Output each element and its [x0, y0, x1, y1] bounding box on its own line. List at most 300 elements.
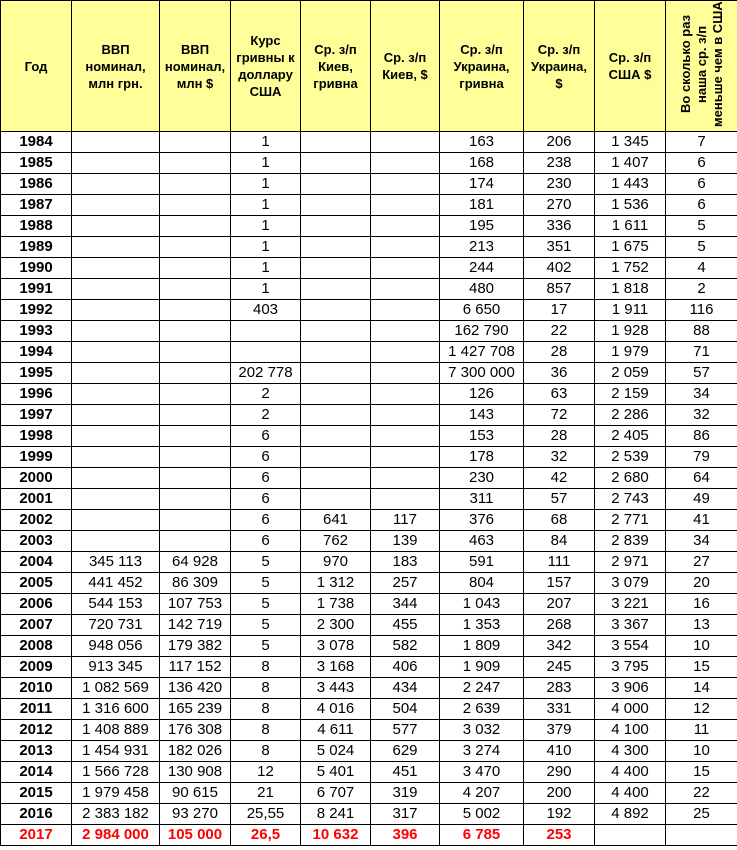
cell-ratio: 116 [666, 300, 737, 321]
cell-gdp-usd: 107 753 [160, 594, 231, 615]
cell-gdp-usd [160, 468, 231, 489]
cell-gdp-usd [160, 258, 231, 279]
table-row [1, 153, 737, 174]
table-row [1, 615, 737, 636]
cell-kyiv-salary-usd: 455 [371, 615, 440, 636]
cell-gdp-uah [72, 342, 160, 363]
cell-kyiv-salary-usd: 504 [371, 699, 440, 720]
cell-kyiv-salary-usd [371, 195, 440, 216]
cell-kyiv-salary-usd: 577 [371, 720, 440, 741]
cell-gdp-uah: 345 113 [72, 552, 160, 573]
cell-ratio: 16 [666, 594, 737, 615]
cell-ukraine-salary-usd: 270 [524, 195, 595, 216]
cell-kyiv-salary-uah: 10 632 [301, 825, 371, 846]
cell-ratio: 11 [666, 720, 737, 741]
cell-kyiv-salary-uah [301, 342, 371, 363]
cell-year: 1993 [1, 321, 72, 342]
cell-ukraine-salary-uah: 213 [440, 237, 524, 258]
cell-ratio: 86 [666, 426, 737, 447]
cell-ratio: 27 [666, 552, 737, 573]
cell-ukraine-salary-uah: 178 [440, 447, 524, 468]
table-row [1, 321, 737, 342]
cell-year: 1985 [1, 153, 72, 174]
cell-gdp-uah [72, 468, 160, 489]
cell-year: 2008 [1, 636, 72, 657]
cell-gdp-uah [72, 174, 160, 195]
cell-ukraine-salary-uah: 3 470 [440, 762, 524, 783]
cell-gdp-usd [160, 237, 231, 258]
table-row [1, 426, 737, 447]
cell-ukraine-salary-usd: 230 [524, 174, 595, 195]
cell-ratio: 20 [666, 573, 737, 594]
cell-ratio: 34 [666, 531, 737, 552]
cell-usa-salary: 1 443 [595, 174, 666, 195]
cell-exchange-rate: 25,55 [231, 804, 301, 825]
table-row [1, 531, 737, 552]
cell-kyiv-salary-usd [371, 426, 440, 447]
table-row [1, 657, 737, 678]
cell-ratio: 64 [666, 468, 737, 489]
cell-ukraine-salary-usd: 84 [524, 531, 595, 552]
cell-usa-salary: 2 405 [595, 426, 666, 447]
table-row [1, 489, 737, 510]
cell-gdp-uah [72, 279, 160, 300]
cell-ukraine-salary-usd: 28 [524, 426, 595, 447]
cell-gdp-uah: 913 345 [72, 657, 160, 678]
cell-kyiv-salary-uah [301, 447, 371, 468]
cell-kyiv-salary-usd: 451 [371, 762, 440, 783]
cell-kyiv-salary-uah [301, 216, 371, 237]
cell-year: 2002 [1, 510, 72, 531]
cell-exchange-rate: 21 [231, 783, 301, 804]
cell-kyiv-salary-uah: 3 443 [301, 678, 371, 699]
cell-gdp-usd: 130 908 [160, 762, 231, 783]
cell-gdp-uah: 1 408 889 [72, 720, 160, 741]
cell-ukraine-salary-uah: 311 [440, 489, 524, 510]
cell-usa-salary: 1 407 [595, 153, 666, 174]
cell-gdp-uah [72, 153, 160, 174]
cell-usa-salary: 1 818 [595, 279, 666, 300]
cell-gdp-usd [160, 195, 231, 216]
table-row [1, 552, 737, 573]
cell-usa-salary: 3 906 [595, 678, 666, 699]
cell-gdp-uah: 544 153 [72, 594, 160, 615]
cell-gdp-usd [160, 321, 231, 342]
cell-gdp-uah [72, 363, 160, 384]
cell-year: 2009 [1, 657, 72, 678]
cell-ukraine-salary-usd: 253 [524, 825, 595, 846]
cell-ukraine-salary-uah: 143 [440, 405, 524, 426]
cell-gdp-usd [160, 342, 231, 363]
cell-kyiv-salary-usd: 139 [371, 531, 440, 552]
cell-ratio: 14 [666, 678, 737, 699]
cell-usa-salary: 3 795 [595, 657, 666, 678]
cell-usa-salary: 2 771 [595, 510, 666, 531]
header-gdp-uah: ВВП номинал, млн грн. [72, 1, 160, 132]
cell-ratio: 10 [666, 741, 737, 762]
cell-kyiv-salary-usd: 396 [371, 825, 440, 846]
cell-exchange-rate: 6 [231, 531, 301, 552]
cell-ukraine-salary-uah: 591 [440, 552, 524, 573]
cell-kyiv-salary-usd [371, 489, 440, 510]
cell-gdp-uah [72, 447, 160, 468]
cell-ukraine-salary-usd: 268 [524, 615, 595, 636]
table-row [1, 237, 737, 258]
cell-ukraine-salary-usd: 857 [524, 279, 595, 300]
cell-gdp-usd [160, 132, 231, 153]
cell-gdp-usd [160, 363, 231, 384]
cell-ratio: 6 [666, 153, 737, 174]
cell-gdp-usd [160, 489, 231, 510]
table-row [1, 216, 737, 237]
cell-exchange-rate: 12 [231, 762, 301, 783]
cell-ukraine-salary-uah: 480 [440, 279, 524, 300]
header-row [1, 1, 737, 132]
cell-ukraine-salary-usd: 200 [524, 783, 595, 804]
cell-ukraine-salary-uah: 181 [440, 195, 524, 216]
cell-year: 1997 [1, 405, 72, 426]
cell-exchange-rate: 6 [231, 489, 301, 510]
cell-ukraine-salary-uah: 3 274 [440, 741, 524, 762]
cell-exchange-rate: 26,5 [231, 825, 301, 846]
cell-kyiv-salary-uah [301, 195, 371, 216]
header-ratio [666, 1, 737, 132]
cell-ukraine-salary-uah: 1 809 [440, 636, 524, 657]
cell-ukraine-salary-uah: 3 032 [440, 720, 524, 741]
cell-usa-salary: 4 100 [595, 720, 666, 741]
cell-gdp-usd: 90 615 [160, 783, 231, 804]
cell-usa-salary: 4 400 [595, 783, 666, 804]
cell-exchange-rate: 8 [231, 699, 301, 720]
cell-exchange-rate [231, 321, 301, 342]
cell-ukraine-salary-uah: 1 043 [440, 594, 524, 615]
cell-usa-salary: 3 079 [595, 573, 666, 594]
cell-ukraine-salary-uah: 2 247 [440, 678, 524, 699]
cell-ratio: 15 [666, 762, 737, 783]
cell-ukraine-salary-usd: 111 [524, 552, 595, 573]
cell-gdp-uah: 2 984 000 [72, 825, 160, 846]
cell-year: 1990 [1, 258, 72, 279]
cell-usa-salary: 3 221 [595, 594, 666, 615]
cell-gdp-uah [72, 132, 160, 153]
cell-ukraine-salary-usd: 331 [524, 699, 595, 720]
cell-usa-salary: 4 300 [595, 741, 666, 762]
cell-usa-salary: 1 928 [595, 321, 666, 342]
cell-year: 1994 [1, 342, 72, 363]
cell-exchange-rate: 6 [231, 447, 301, 468]
cell-ukraine-salary-usd: 72 [524, 405, 595, 426]
cell-usa-salary: 2 159 [595, 384, 666, 405]
cell-kyiv-salary-usd: 317 [371, 804, 440, 825]
cell-year: 2005 [1, 573, 72, 594]
cell-ukraine-salary-usd: 402 [524, 258, 595, 279]
cell-gdp-uah [72, 300, 160, 321]
table-row [1, 405, 737, 426]
cell-kyiv-salary-usd [371, 300, 440, 321]
table-row [1, 741, 737, 762]
cell-exchange-rate: 5 [231, 636, 301, 657]
cell-ukraine-salary-usd: 245 [524, 657, 595, 678]
cell-kyiv-salary-usd [371, 237, 440, 258]
cell-ukraine-salary-usd: 379 [524, 720, 595, 741]
cell-kyiv-salary-uah: 970 [301, 552, 371, 573]
cell-ukraine-salary-uah: 5 002 [440, 804, 524, 825]
cell-kyiv-salary-uah [301, 237, 371, 258]
cell-ratio: 6 [666, 174, 737, 195]
cell-ukraine-salary-usd: 351 [524, 237, 595, 258]
cell-year: 2016 [1, 804, 72, 825]
cell-kyiv-salary-usd [371, 468, 440, 489]
cell-exchange-rate: 5 [231, 594, 301, 615]
cell-exchange-rate: 8 [231, 741, 301, 762]
cell-year: 2003 [1, 531, 72, 552]
cell-ukraine-salary-uah: 1 909 [440, 657, 524, 678]
cell-kyiv-salary-uah [301, 363, 371, 384]
cell-kyiv-salary-usd [371, 384, 440, 405]
cell-ratio: 88 [666, 321, 737, 342]
cell-kyiv-salary-usd: 629 [371, 741, 440, 762]
cell-ratio [666, 825, 737, 846]
cell-ukraine-salary-usd: 290 [524, 762, 595, 783]
cell-kyiv-salary-uah [301, 489, 371, 510]
cell-ratio: 25 [666, 804, 737, 825]
cell-gdp-usd: 182 026 [160, 741, 231, 762]
cell-gdp-usd [160, 426, 231, 447]
cell-exchange-rate: 5 [231, 552, 301, 573]
cell-year: 1987 [1, 195, 72, 216]
header-ukraine-salary-usd: Ср. з/п Украина, $ [524, 1, 595, 132]
cell-kyiv-salary-uah [301, 321, 371, 342]
table-row [1, 804, 737, 825]
cell-year: 2000 [1, 468, 72, 489]
cell-kyiv-salary-uah [301, 174, 371, 195]
table-row [1, 279, 737, 300]
cell-ukraine-salary-usd: 283 [524, 678, 595, 699]
cell-exchange-rate: 6 [231, 426, 301, 447]
cell-ukraine-salary-usd: 206 [524, 132, 595, 153]
cell-usa-salary: 2 059 [595, 363, 666, 384]
cell-exchange-rate: 5 [231, 573, 301, 594]
cell-kyiv-salary-usd: 406 [371, 657, 440, 678]
cell-gdp-usd: 176 308 [160, 720, 231, 741]
cell-year: 1999 [1, 447, 72, 468]
table-row [1, 300, 737, 321]
cell-gdp-usd [160, 405, 231, 426]
header-kyiv-salary-uah: Ср. з/п Киев, гривна [301, 1, 371, 132]
table-row [1, 342, 737, 363]
cell-ratio: 34 [666, 384, 737, 405]
cell-ukraine-salary-uah: 1 353 [440, 615, 524, 636]
table-row [1, 468, 737, 489]
cell-ukraine-salary-usd: 68 [524, 510, 595, 531]
cell-ukraine-salary-uah: 244 [440, 258, 524, 279]
cell-year: 2010 [1, 678, 72, 699]
cell-ukraine-salary-usd: 336 [524, 216, 595, 237]
cell-kyiv-salary-usd: 183 [371, 552, 440, 573]
cell-gdp-usd [160, 531, 231, 552]
cell-kyiv-salary-uah [301, 300, 371, 321]
cell-ukraine-salary-usd: 57 [524, 489, 595, 510]
cell-usa-salary: 1 345 [595, 132, 666, 153]
cell-kyiv-salary-uah: 1 312 [301, 573, 371, 594]
cell-kyiv-salary-usd [371, 447, 440, 468]
cell-exchange-rate: 202 778 [231, 363, 301, 384]
cell-ukraine-salary-usd: 342 [524, 636, 595, 657]
cell-ratio: 4 [666, 258, 737, 279]
cell-gdp-uah [72, 384, 160, 405]
table-row [1, 384, 737, 405]
header-ratio-text: Во сколько раз наша ср. з/п меньше чем в США [678, 0, 726, 129]
cell-gdp-uah [72, 489, 160, 510]
cell-gdp-usd [160, 153, 231, 174]
cell-usa-salary: 1 752 [595, 258, 666, 279]
cell-kyiv-salary-uah: 762 [301, 531, 371, 552]
cell-kyiv-salary-uah [301, 405, 371, 426]
cell-ratio: 49 [666, 489, 737, 510]
cell-ukraine-salary-usd: 42 [524, 468, 595, 489]
cell-gdp-uah [72, 531, 160, 552]
cell-ratio: 5 [666, 237, 737, 258]
table-row [1, 636, 737, 657]
cell-kyiv-salary-usd: 582 [371, 636, 440, 657]
cell-ukraine-salary-usd: 192 [524, 804, 595, 825]
cell-gdp-uah [72, 321, 160, 342]
cell-gdp-uah [72, 426, 160, 447]
cell-kyiv-salary-usd [371, 363, 440, 384]
cell-exchange-rate: 2 [231, 384, 301, 405]
cell-kyiv-salary-uah: 3 078 [301, 636, 371, 657]
cell-usa-salary: 4 400 [595, 762, 666, 783]
cell-kyiv-salary-uah: 4 611 [301, 720, 371, 741]
table-row [1, 594, 737, 615]
cell-gdp-usd [160, 384, 231, 405]
cell-exchange-rate: 403 [231, 300, 301, 321]
cell-year: 1988 [1, 216, 72, 237]
cell-ukraine-salary-uah: 376 [440, 510, 524, 531]
cell-kyiv-salary-usd [371, 174, 440, 195]
cell-gdp-uah [72, 258, 160, 279]
cell-usa-salary: 2 286 [595, 405, 666, 426]
cell-ukraine-salary-uah: 195 [440, 216, 524, 237]
cell-ukraine-salary-uah: 7 300 000 [440, 363, 524, 384]
cell-gdp-usd: 142 719 [160, 615, 231, 636]
cell-year: 2013 [1, 741, 72, 762]
cell-gdp-uah: 1 566 728 [72, 762, 160, 783]
cell-gdp-uah: 2 383 182 [72, 804, 160, 825]
cell-kyiv-salary-usd: 434 [371, 678, 440, 699]
header-usa-salary: Ср. з/п США $ [595, 1, 666, 132]
cell-usa-salary: 4 892 [595, 804, 666, 825]
cell-kyiv-salary-uah: 8 241 [301, 804, 371, 825]
cell-kyiv-salary-uah [301, 468, 371, 489]
cell-usa-salary: 2 743 [595, 489, 666, 510]
cell-exchange-rate: 1 [231, 237, 301, 258]
cell-exchange-rate: 1 [231, 195, 301, 216]
cell-year: 2015 [1, 783, 72, 804]
cell-usa-salary: 1 979 [595, 342, 666, 363]
cell-exchange-rate: 8 [231, 657, 301, 678]
cell-usa-salary: 1 675 [595, 237, 666, 258]
cell-exchange-rate: 8 [231, 678, 301, 699]
cell-usa-salary [595, 825, 666, 846]
cell-gdp-uah: 1 082 569 [72, 678, 160, 699]
header-ukraine-salary-uah: Ср. з/п Украина, гривна [440, 1, 524, 132]
cell-gdp-usd: 64 928 [160, 552, 231, 573]
cell-usa-salary: 3 367 [595, 615, 666, 636]
cell-year: 1984 [1, 132, 72, 153]
cell-usa-salary: 1 536 [595, 195, 666, 216]
cell-kyiv-salary-uah: 1 738 [301, 594, 371, 615]
cell-year: 2004 [1, 552, 72, 573]
cell-year: 2012 [1, 720, 72, 741]
table-row [1, 132, 737, 153]
cell-kyiv-salary-uah [301, 153, 371, 174]
table-row [1, 573, 737, 594]
cell-kyiv-salary-usd [371, 132, 440, 153]
cell-ukraine-salary-uah: 2 639 [440, 699, 524, 720]
cell-year: 1989 [1, 237, 72, 258]
cell-usa-salary: 1 911 [595, 300, 666, 321]
cell-kyiv-salary-uah: 2 300 [301, 615, 371, 636]
table-row [1, 447, 737, 468]
table-row [1, 825, 737, 846]
cell-ratio: 57 [666, 363, 737, 384]
cell-gdp-usd: 93 270 [160, 804, 231, 825]
cell-ukraine-salary-uah: 230 [440, 468, 524, 489]
cell-exchange-rate: 1 [231, 153, 301, 174]
cell-kyiv-salary-uah [301, 258, 371, 279]
cell-gdp-uah [72, 510, 160, 531]
cell-kyiv-salary-uah [301, 426, 371, 447]
cell-ukraine-salary-usd: 238 [524, 153, 595, 174]
cell-gdp-uah: 720 731 [72, 615, 160, 636]
cell-usa-salary: 3 554 [595, 636, 666, 657]
cell-exchange-rate: 1 [231, 174, 301, 195]
cell-year: 2011 [1, 699, 72, 720]
cell-kyiv-salary-usd [371, 153, 440, 174]
cell-gdp-usd [160, 510, 231, 531]
cell-ukraine-salary-usd: 32 [524, 447, 595, 468]
cell-ratio: 2 [666, 279, 737, 300]
cell-kyiv-salary-usd [371, 405, 440, 426]
cell-gdp-usd: 165 239 [160, 699, 231, 720]
cell-gdp-usd: 105 000 [160, 825, 231, 846]
header-exchange-rate: Курс гривны к доллару США [231, 1, 301, 132]
cell-gdp-usd [160, 300, 231, 321]
cell-ratio: 41 [666, 510, 737, 531]
cell-gdp-uah [72, 195, 160, 216]
header-year: Год [1, 1, 72, 132]
cell-ratio: 6 [666, 195, 737, 216]
cell-ukraine-salary-uah: 168 [440, 153, 524, 174]
cell-gdp-uah: 441 452 [72, 573, 160, 594]
cell-ukraine-salary-usd: 22 [524, 321, 595, 342]
cell-kyiv-salary-usd: 319 [371, 783, 440, 804]
cell-gdp-uah: 1 979 458 [72, 783, 160, 804]
cell-ratio: 10 [666, 636, 737, 657]
cell-exchange-rate: 5 [231, 615, 301, 636]
header-gdp-usd: ВВП номинал, млн $ [160, 1, 231, 132]
cell-ratio: 15 [666, 657, 737, 678]
table-row [1, 510, 737, 531]
cell-gdp-uah: 948 056 [72, 636, 160, 657]
cell-ukraine-salary-uah: 162 790 [440, 321, 524, 342]
cell-ukraine-salary-usd: 63 [524, 384, 595, 405]
cell-ukraine-salary-usd: 28 [524, 342, 595, 363]
table-row [1, 174, 737, 195]
cell-ukraine-salary-usd: 410 [524, 741, 595, 762]
cell-exchange-rate: 2 [231, 405, 301, 426]
